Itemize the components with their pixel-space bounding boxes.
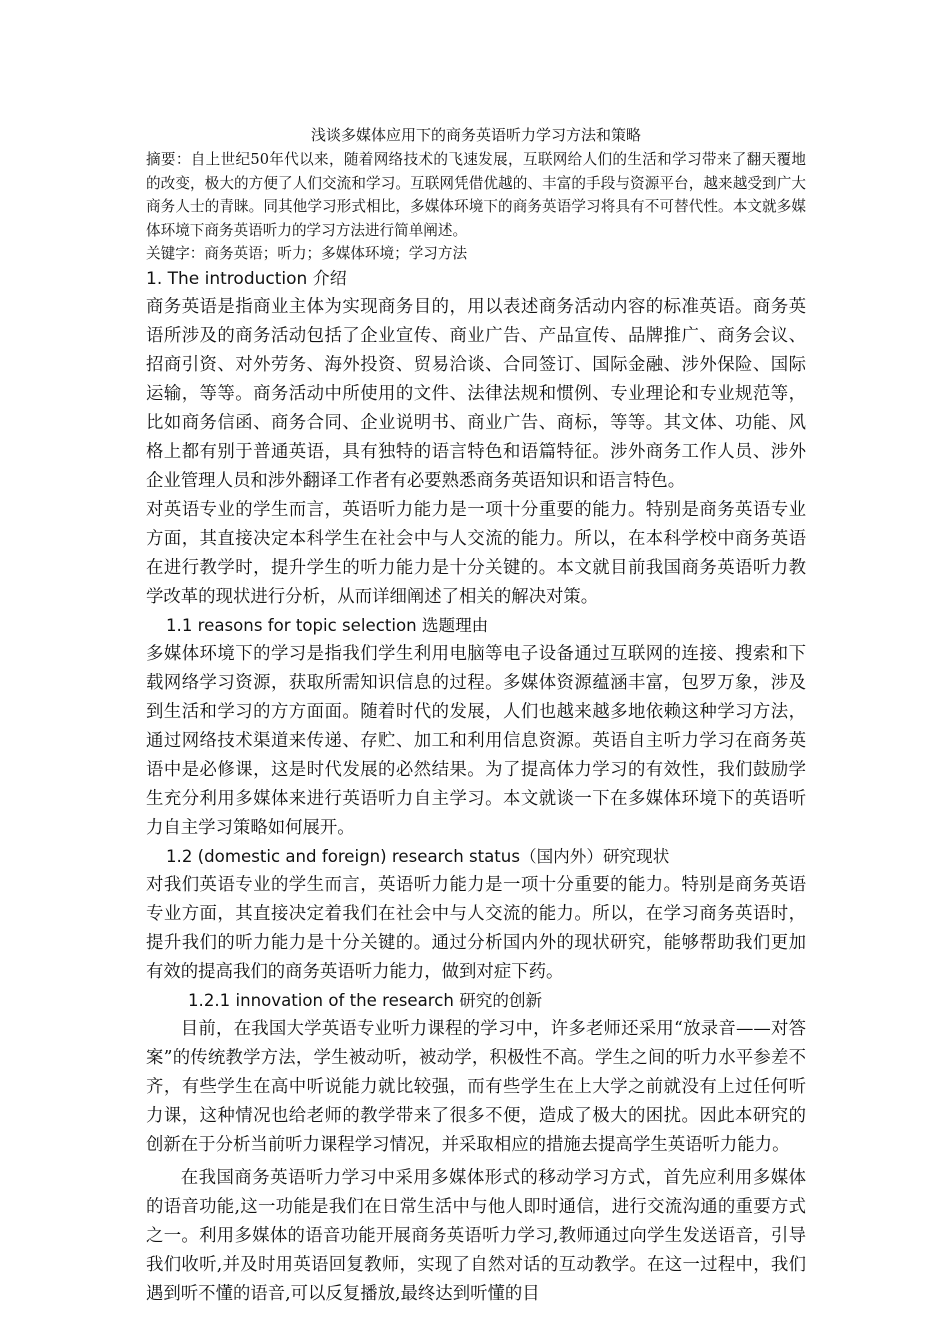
section-1-2-heading [146,843,806,871]
section-1-paragraph-2: 对英语专业的学生而言，英语听力能力是一项十分重要的能力。特别是商务英语专业方面，其直接决定本科学生在社会中与人交流的能力。所以，在本科学校中商务英语在进行教学时，提升学生的听力能力是十分关键的。本文就目前我国商务英语听力教学改革的现状进行分析，从而详细阐述了相关的解决对策。 [146,499,806,607]
section-1-2-heading-en: 1.2 (domestic and foreign) research status [166,846,520,866]
section-1-heading-en: 1. The introduction [146,268,313,289]
section-1-1-heading-zh: 选题理由 [421,615,489,635]
section-1-1-paragraph: 多媒体环境下的学习是指我们学生利用电脑等电子设备通过互联网的连接、搜索和下载网络学习资源，获取所需知识信息的过程。多媒体资源蕴涵丰富，包罗万象，涉及到生活和学习的方方面面。随着时代的发展，人们也越来越多地依赖这种学习方法，通过网络技术渠道来传递、存贮、加工和利用信息资源。英语自主听力学习在商务英语中是必修课，这是时代发展的必然结果。为了提高体力学习的有效性，我们鼓励学生充分利用多媒体来进行英语听力自主学习。本文就谈一下在多媒体环境下的英语听力自主学习策略如何展开。 [146,643,806,838]
section-1-2-1-heading-en: 1.2.1 innovation of the research [188,990,460,1010]
keywords: 关键字：商务英语；听力；多媒体环境；学习方法 [146,245,468,262]
section-1-2-1-heading-zh: 研究的创新 [459,990,543,1010]
section-1-1-heading [146,612,806,640]
document-body [146,124,806,1309]
section-1-2-1-paragraph-1: 目前，在我国大学英语专业听力课程的学习中，许多老师还采用“放录音——对答案”的传统教学方法，学生被动听，被动学，积极性不高。学生之间的听力水平参差不齐，有些学生在高中听说能力就比较强，而有些学生在上大学之前就没有上过任何听力课，这种情况也给老师的教学带来了很多不便，造成了极大的困扰。因此本研究的创新在于分析当前听力课程学习情况，并采取相应的措施去提高学生英语听力能力。 [146,1018,806,1155]
section-1-2-heading-zh: （国内外）研究现状 [519,846,670,866]
section-1-heading-zh: 介绍 [312,268,347,289]
document-title: 浅谈多媒体应用下的商务英语听力学习方法和策略 [310,126,641,144]
section-1-heading [146,266,806,293]
section-1-2-1-heading [146,987,806,1015]
section-1-paragraph-1: 商务英语是指商业主体为实现商务目的，用以表述商务活动内容的标准英语。商务英语所涉及的商务活动包括了企业宣传、商业广告、产品宣传、品牌推广、商务会议、招商引资、对外劳务、海外投资、贸易洽谈、合同签订、国际金融、涉外保险、国际运输，等等。商务活动中所使用的文件、法律法规和惯例、专业理论和专业规范等，比如商务信函、商务合同、企业说明书、商业广告、商标，等等。其文体、功能、风格上都有别于普通英语，具有独特的语言特色和语篇特征。涉外商务工作人员、涉外企业管理人员和涉外翻译工作者有必要熟悉商务英语知识和语言特色。 [146,296,806,491]
section-1-2-1-paragraph-2: 在我国商务英语听力学习中采用多媒体形式的移动学习方式，首先应利用多媒体的语音功能,这一功能是我们在日常生活中与他人即时通信，进行交流沟通的重要方式之一。利用多媒体的语音功能开展商务英语听力学习,教师通过向学生发送语音，引导我们收听,并及时用英语回复教师，实现了自然对话的互动教学。在这一过程中，我们遇到听不懂的语音,可以反复播放,最终达到听懂的目 [146,1167,806,1304]
section-1-1-heading-en: 1.1 reasons for topic selection [166,615,422,635]
section-1-2-paragraph: 对我们英语专业的学生而言，英语听力能力是一项十分重要的能力。特别是商务英语专业方面，其直接决定着我们在社会中与人交流的能力。所以，在学习商务英语时，提升我们的听力能力是十分关键的。通过分析国内外的现状研究，能够帮助我们更加有效的提高我们的商务英语听力能力，做到对症下药。 [146,874,806,982]
abstract: 摘要：自上世纪50年代以来，随着网络技术的飞速发展，互联网给人们的生活和学习带来了翻天覆地的改变，极大的方便了人们交流和学习。互联网凭借优越的、丰富的手段与资源平台，越来越受到广大商务人士的青睐。同其他学习形式相比，多媒体环境下的商务英语学习将具有不可替代性。本文就多媒体环境下商务英语听力的学习方法进行简单阐述。 [146,151,806,239]
